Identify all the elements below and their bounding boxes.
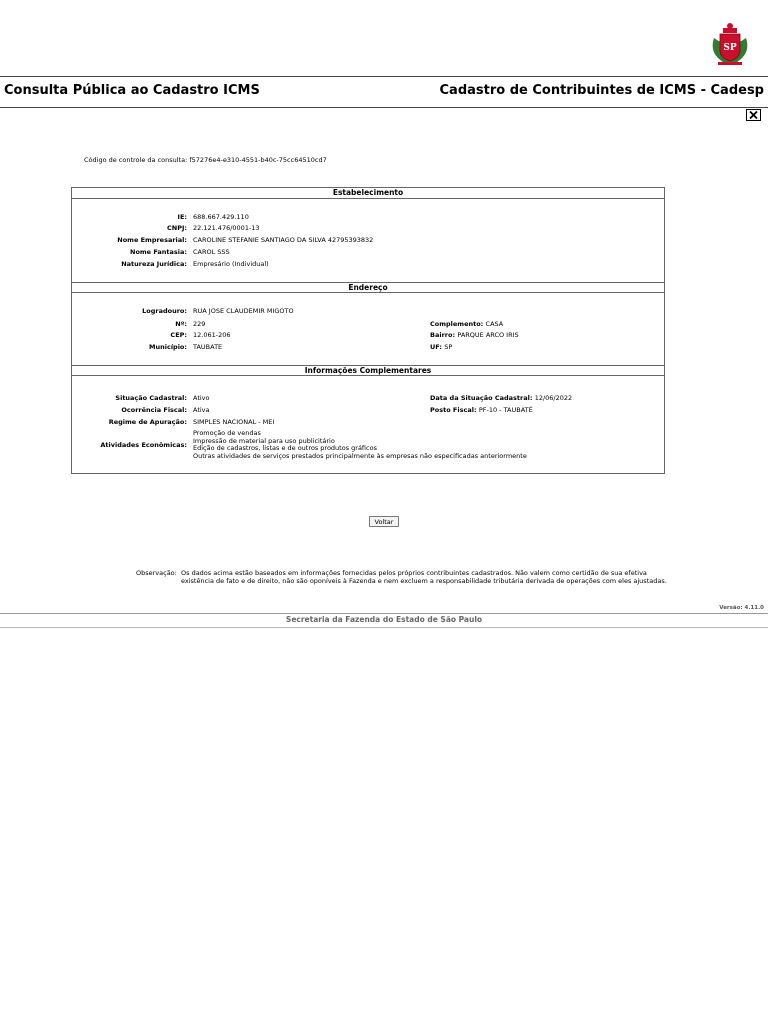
uf-value: SP xyxy=(444,343,453,351)
logradouro-value: RUA JOSE CLAUDEMIR MIGOTO xyxy=(193,307,294,315)
uf-label: UF: xyxy=(430,343,442,351)
situacao-cadastral-label: Situação Cadastral: xyxy=(115,394,187,402)
sao-paulo-coat-of-arms-icon xyxy=(708,20,752,68)
posto-fiscal-value: PF-10 - TAUBATÉ xyxy=(478,406,533,414)
version-label: Versão: 4.11.0 xyxy=(719,605,764,611)
section-complementares-header: Informações Complementares xyxy=(72,365,664,376)
cadastro-panel xyxy=(71,187,665,474)
logradouro-label: Logradouro: xyxy=(142,307,187,315)
page-title-right: Cadastro de Contribuintes de ICMS - Cadesp xyxy=(439,83,764,98)
regime-apuracao-label: Regime de Apuração: xyxy=(108,418,187,426)
complemento-field xyxy=(430,320,503,328)
data-situacao-field xyxy=(430,394,572,402)
atividade-item: Outras atividades de serviços prestados principalmente às empresas não especificadas anteriormente xyxy=(193,451,527,460)
data-situacao-label: Data da Situação Cadastral: xyxy=(430,394,533,402)
nome-empresarial-value: CAROLINE STEFANIE SANTIAGO DA SILVA 42795393832 xyxy=(193,236,374,244)
control-code-label: Código de controle da consulta: xyxy=(84,156,188,164)
header-bottom-divider xyxy=(0,107,768,108)
cnpj-value: 22.121.476/0001-13 xyxy=(193,224,260,232)
municipio-value: TAUBATE xyxy=(193,343,223,351)
control-code xyxy=(84,156,327,164)
ie-label: IE: xyxy=(177,213,187,221)
posto-fiscal-label: Posto Fiscal: xyxy=(430,406,477,414)
posto-fiscal-field xyxy=(430,406,533,414)
bairro-value: PARQUE ARCO IRIS xyxy=(457,331,519,339)
control-code-value: f57276e4-e310-4551-b40c-75cc64510cd7 xyxy=(189,156,327,164)
cep-label: CEP: xyxy=(170,331,187,339)
uf-field xyxy=(430,343,452,351)
complemento-value: CASA xyxy=(485,320,504,328)
footer-org-name: Secretaria da Fazenda do Estado de São Paulo xyxy=(285,615,483,624)
logo-text: SP xyxy=(723,43,737,53)
footer-bottom-divider xyxy=(0,627,768,628)
observacao-label: Observação: xyxy=(136,569,177,577)
observacao-text: Os dados acima estão baseados em informações fornecidas pelos próprios contribuintes cadastrados. Não valem como certidão de sua efetiva existência de fato e de direito, não são oponíveis à Fazenda e nem excluem a responsabilidade tributária derivada de operações com eles ajustadas. xyxy=(181,569,667,585)
atividade-item: Promoção de vendas xyxy=(193,429,261,437)
atividade-item: Impressão de material para uso publicitário xyxy=(193,436,335,445)
ocorrencia-fiscal-value: Ativa xyxy=(193,406,210,414)
footer-top-divider xyxy=(0,613,768,614)
section-estabelecimento-header: Estabelecimento xyxy=(72,188,664,199)
close-x-icon xyxy=(749,111,758,119)
natureza-juridica-value: Empresário (Individual) xyxy=(193,260,269,268)
atividades-economicas-list xyxy=(193,430,527,460)
page-title-left: Consulta Pública ao Cadastro ICMS xyxy=(4,83,260,98)
nome-fantasia-value: CAROL SSS xyxy=(193,248,230,256)
numero-value: 229 xyxy=(193,320,206,328)
atividade-item: Edição de cadastros, listas e de outros produtos gráficos xyxy=(193,444,377,452)
natureza-juridica-label: Natureza Jurídica: xyxy=(121,260,187,268)
bairro-field xyxy=(430,331,519,339)
numero-label: Nº: xyxy=(175,320,187,328)
regime-apuracao-value: SIMPLES NACIONAL - MEI xyxy=(193,418,275,426)
situacao-cadastral-value: Ativo xyxy=(193,394,210,402)
nome-empresarial-label: Nome Empresarial: xyxy=(117,236,187,244)
ocorrencia-fiscal-label: Ocorrência Fiscal: xyxy=(121,406,187,414)
nome-fantasia-label: Nome Fantasia: xyxy=(130,248,187,256)
cnpj-label: CNPJ: xyxy=(167,224,187,232)
voltar-button[interactable]: Voltar xyxy=(369,516,399,527)
data-situacao-value: 12/06/2022 xyxy=(534,394,573,402)
section-endereco-header: Endereço xyxy=(72,282,664,293)
municipio-label: Município: xyxy=(149,343,187,351)
header-top-divider xyxy=(0,76,768,77)
cep-value: 12.061-206 xyxy=(193,331,231,339)
complemento-label: Complemento: xyxy=(430,320,484,328)
atividades-economicas-label: Atividades Econômicas: xyxy=(100,441,187,449)
ie-value: 688.667.429.110 xyxy=(193,213,249,221)
close-button[interactable] xyxy=(746,109,761,121)
bairro-label: Bairro: xyxy=(430,331,456,339)
